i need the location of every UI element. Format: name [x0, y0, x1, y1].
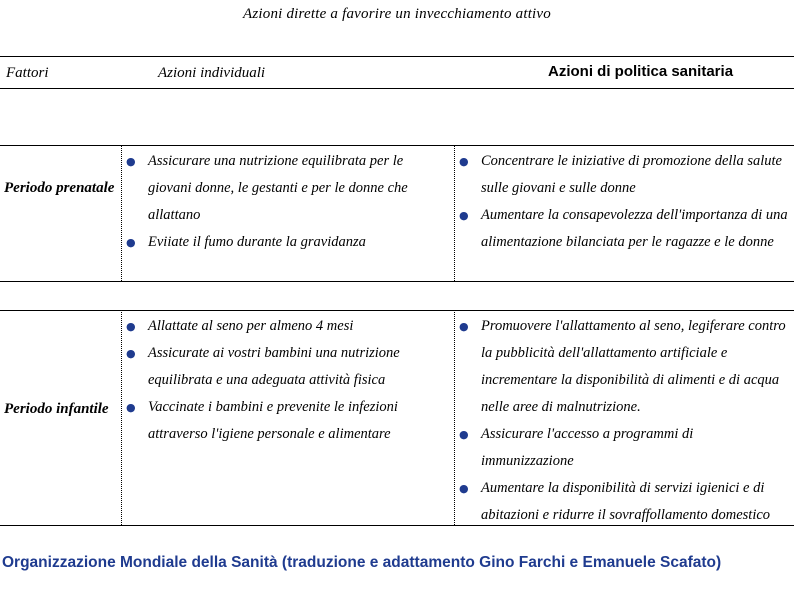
column-divider: [454, 310, 455, 525]
bullet-icon: ●: [126, 320, 136, 333]
header-azioni-individuali: Azioni individuali: [158, 65, 266, 81]
header-azioni-politica: Azioni di politica sanitaria: [548, 63, 734, 80]
header-fattori: Fattori: [6, 65, 49, 81]
table-rule: [0, 281, 794, 282]
factor-infantile: Periodo infantile: [4, 401, 109, 417]
source-footer: Organizzazione Mondiale della Sanità (traduzione e adattamento Gino Farchi e Emanuele Scafato): [2, 554, 722, 571]
table-rule: [0, 88, 794, 89]
list-item: ● Aumentare la disponibilità di servizi igienici e di abitazioni e ridurre il sovraffollamento domestico: [459, 475, 789, 529]
list-item: ● Promuovere l'allattamento al seno, legiferare contro la pubblicità dell'allattamento artificiale e incrementare la disponibilità di alimenti e di acqua nelle aree di malnutrizione.: [459, 313, 789, 421]
bullet-icon: ●: [126, 401, 136, 414]
list-item: ● Assicurare una nutrizione equilibrata per le giovani donne, le gestanti e per le donne che allattano: [126, 148, 426, 229]
bullet-icon: ●: [126, 155, 136, 168]
page-title: Azioni dirette a favorire un invecchiamento attivo: [243, 6, 551, 22]
individual-actions-infantile: [126, 313, 426, 448]
table-rule: [0, 310, 794, 311]
individual-actions-prenatale: [126, 148, 426, 256]
list-item: ● Eviiate il fumo durante la gravidanza: [126, 229, 426, 256]
column-divider: [454, 145, 455, 281]
list-item: ● Assicurate ai vostri bambini una nutrizione equilibrata e una adeguata attività fisica: [126, 340, 426, 394]
policy-actions-prenatale: [459, 148, 789, 256]
table-rule: [0, 525, 794, 526]
table-rule: [0, 145, 794, 146]
bullet-icon: ●: [126, 236, 136, 249]
column-divider: [121, 145, 122, 281]
bullet-icon: ●: [459, 155, 469, 168]
list-item: ● Vaccinate i bambini e prevenite le infezioni attraverso l'igiene personale e alimentare: [126, 394, 426, 448]
factor-prenatale: Periodo prenatale: [4, 180, 115, 196]
bullet-icon: ●: [126, 347, 136, 360]
column-divider: [121, 310, 122, 525]
list-item: ● Concentrare le iniziative di promozione della salute sulle giovani e sulle donne: [459, 148, 789, 202]
policy-actions-infantile: [459, 313, 789, 529]
bullet-icon: ●: [459, 428, 469, 441]
list-item: ● Assicurare l'accesso a programmi di immunizzazione: [459, 421, 789, 475]
list-item: ● Allattate al seno per almeno 4 mesi: [126, 313, 426, 340]
bullet-icon: ●: [459, 482, 469, 495]
table-rule: [0, 56, 794, 57]
bullet-icon: ●: [459, 320, 469, 333]
bullet-icon: ●: [459, 209, 469, 222]
list-item: ● Aumentare la consapevolezza dell'importanza di una alimentazione bilanciata per le ragazze e le donne: [459, 202, 789, 256]
